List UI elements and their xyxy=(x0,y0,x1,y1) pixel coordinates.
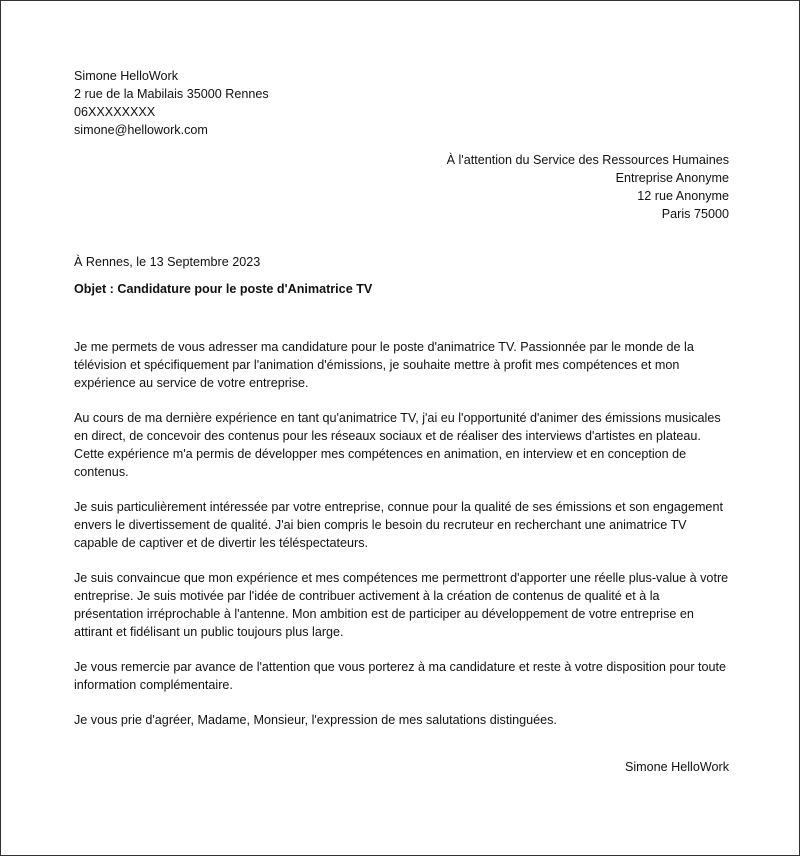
recipient-company: Entreprise Anonyme xyxy=(615,171,729,185)
recipient-attention: À l'attention du Service des Ressources Humaines xyxy=(446,153,729,167)
paragraph-thanks: Je vous remercie par avance de l'attention que vous porterez à ma candidature et reste à votre disposition pour toute information complémentaire. xyxy=(74,660,727,692)
recipient-street: 12 rue Anonyme xyxy=(637,189,729,203)
sender-name: Simone HelloWork xyxy=(74,69,179,83)
sender-email: simone@hellowork.com xyxy=(74,123,208,137)
signature: Simone HelloWork xyxy=(624,760,729,774)
paragraph-intro: Je me permets de vous adresser ma candidature pour le poste d'animatrice TV. Passionnée par le monde de la télévision et spécifiquement par l'animation d'émissions, je souhaite mettre à profit mes compétences et mon expérience au service de votre entreprise. xyxy=(74,340,694,390)
paragraph-company-interest: Je suis particulièrement intéressée par votre entreprise, connue pour la qualité de ses émissions et son engagement envers le divertissement de qualité. J'ai bien compris le besoin du recruteur en recherchant une animatrice TV capable de captiver et de divertir les téléspectateurs. xyxy=(74,500,723,550)
sender-phone: 06XXXXXXXX xyxy=(74,105,156,119)
paragraph-closing: Je vous prie d'agréer, Madame, Monsieur, l'expression de mes salutations distinguées. xyxy=(74,713,557,727)
letter-content xyxy=(74,67,729,776)
paragraph-motivation: Je suis convaincue que mon expérience et mes compétences me permettront d'apporter une réelle plus-value à votre entreprise. Je suis motivée par l'idée de contribuer activement à la création de contenus de qualité et à la présentation irréprochable à l'antenne. Mon ambition est de participer au développement de votre entreprise en attirant et fidélisant un public toujours plus large. xyxy=(74,571,729,639)
subject-line: Objet : Candidature pour le poste d'Animatrice TV xyxy=(74,282,373,296)
paragraph-experience: Au cours de ma dernière expérience en tant qu'animatrice TV, j'ai eu l'opportunité d'animer des émissions musicales en direct, de concevoir des contenus pour les réseaux sociaux et de réaliser des interviews d'artistes en plateau. Cette expérience m'a permis de développer mes compétences en animation, en interview et en conception de contenus. xyxy=(74,411,721,479)
letter-body xyxy=(74,338,729,729)
date-line: À Rennes, le 13 Septembre 2023 xyxy=(74,255,261,269)
sender-block xyxy=(74,67,729,139)
sender-address: 2 rue de la Mabilais 35000 Rennes xyxy=(74,87,269,101)
recipient-city: Paris 75000 xyxy=(661,207,729,221)
recipient-block xyxy=(74,151,729,223)
